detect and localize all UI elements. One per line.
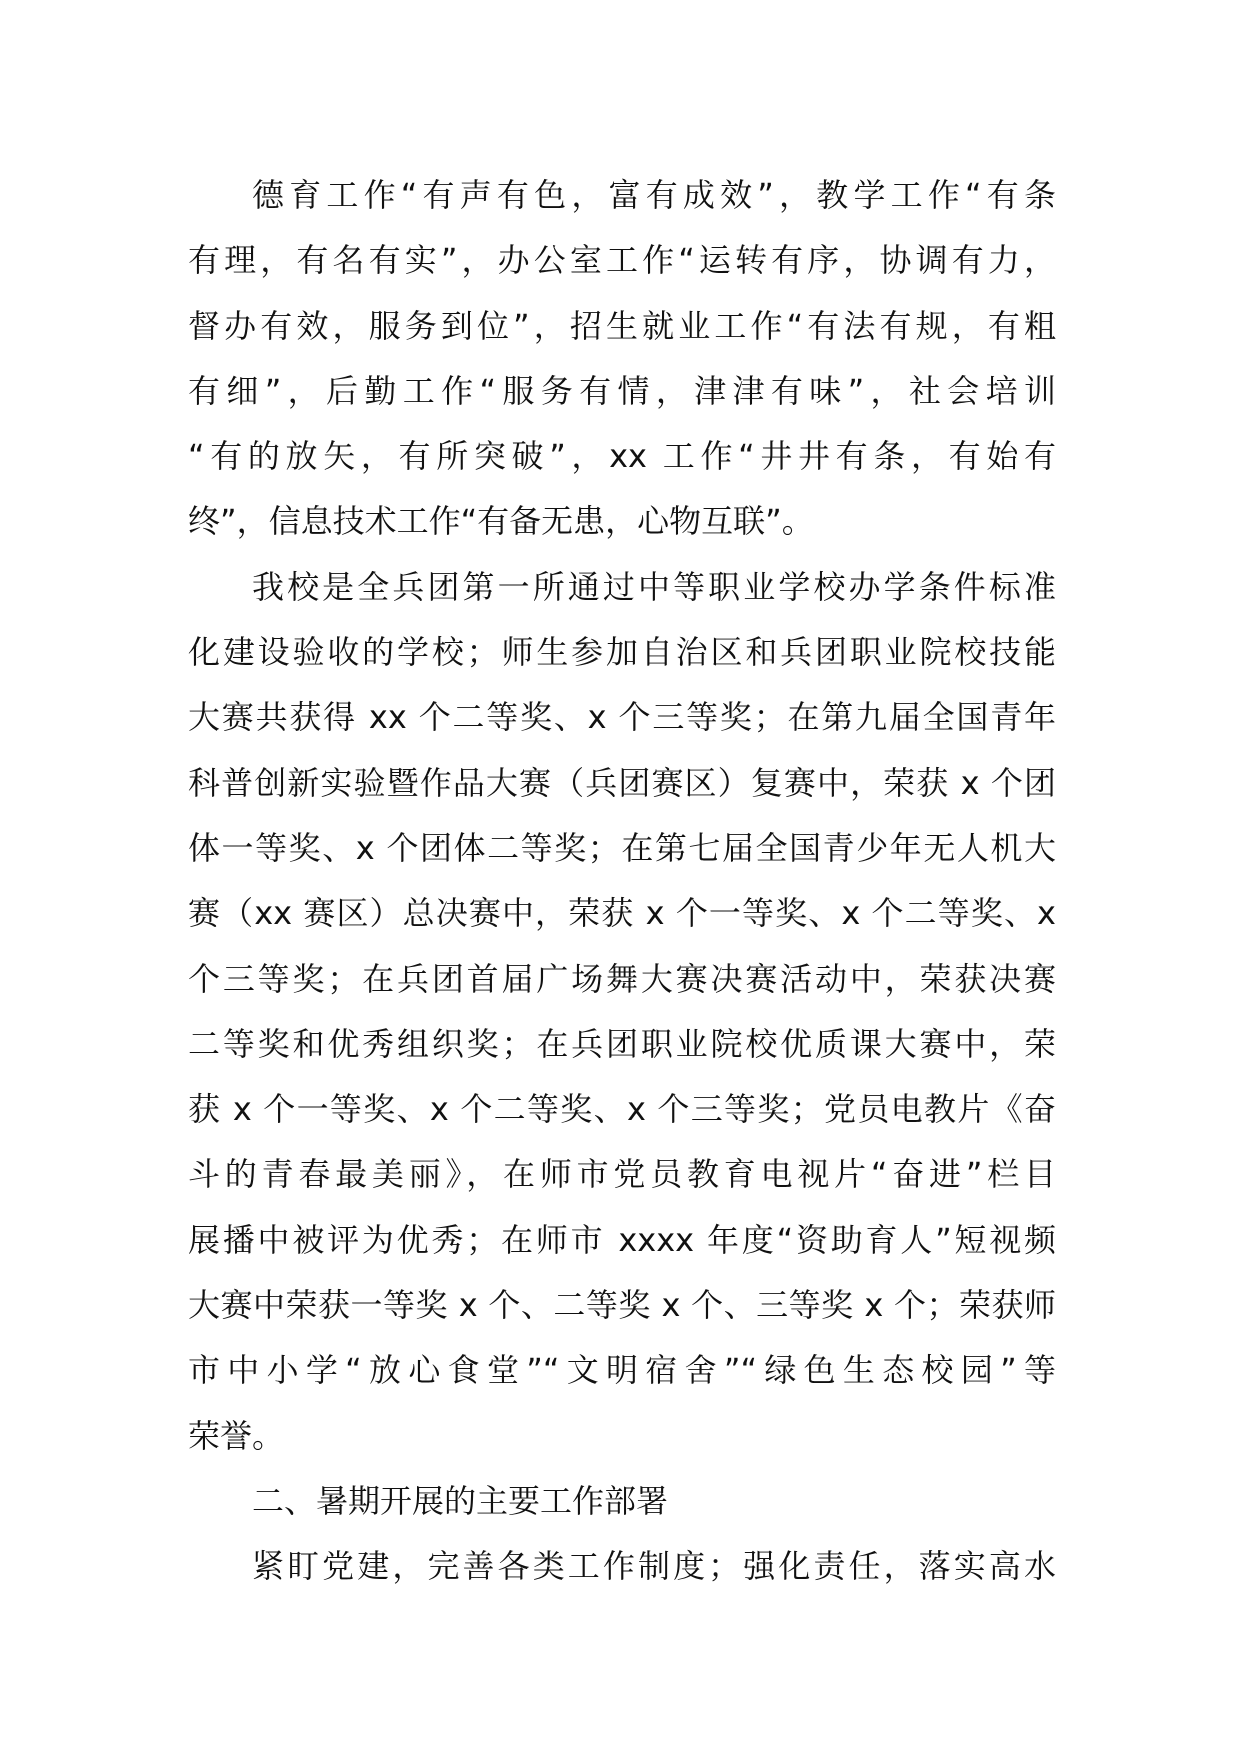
- paragraph-2-line-6: 赛（xx 赛区）总决赛中，荣获 x 个一等奖、x 个二等奖、x: [188, 894, 1056, 933]
- paragraph-2-line-8: 二等奖和优秀组织奖；在兵团职业院校优质课大赛中，荣: [188, 1024, 1056, 1063]
- paragraph-1-line-6: 终”，信息技术工作“有备无患，心物互联”。: [188, 502, 814, 541]
- paragraph-1-line-3: 督办有效，服务到位”，招生就业工作“有法有规，有粗: [188, 306, 1056, 345]
- paragraph-2-line-10: 斗的青春最美丽》，在师市党员教育电视片“奋进”栏目: [188, 1155, 1056, 1194]
- paragraph-2-line-12: 大赛中荣获一等奖 x 个、二等奖 x 个、三等奖 x 个；荣获师: [188, 1286, 1056, 1325]
- paragraph-2-line-1: 我校是全兵团第一所通过中等职业学校办学条件标准: [252, 567, 1056, 606]
- paragraph-2-line-4: 科普创新实验暨作品大赛（兵团赛区）复赛中，荣获 x 个团: [188, 763, 1056, 802]
- paragraph-1-line-1: 德育工作“有声有色，富有成效”，教学工作“有条: [252, 176, 1056, 214]
- section-heading: 二、暑期开展的主要工作部署: [252, 1481, 669, 1520]
- paragraph-2-line-14: 荣誉。: [188, 1416, 285, 1455]
- paragraph-1-line-5: “有的放矢，有所突破”，xx 工作“井井有条，有始有: [188, 437, 1056, 476]
- document-body: [188, 163, 1056, 1600]
- paragraph-3-line-1: 紧盯党建，完善各类工作制度；强化责任，落实高水: [252, 1547, 1056, 1586]
- paragraph-2-line-11: 展播中被评为优秀；在师市 xxxx 年度“资助育人”短视频: [188, 1220, 1056, 1259]
- paragraph-2-line-9: 获 x 个一等奖、x 个二等奖、x 个三等奖；党员电教片《奋: [188, 1090, 1056, 1129]
- paragraph-2-line-3: 大赛共获得 xx 个二等奖、x 个三等奖；在第九届全国青年: [188, 698, 1056, 737]
- paragraph-1-line-4: 有细”，后勤工作“服务有情，津津有味”，社会培训: [188, 371, 1056, 410]
- paragraph-2-line-7: 个三等奖；在兵团首届广场舞大赛决赛活动中，荣获决赛: [188, 959, 1056, 998]
- paragraph-2-line-13: 市中小学“放心食堂”“文明宿舍”“绿色生态校园”等: [188, 1351, 1056, 1390]
- paragraph-2-line-5: 体一等奖、x 个团体二等奖；在第七届全国青少年无人机大: [188, 828, 1056, 867]
- paragraph-1-line-2: 有理，有名有实”，办公室工作“运转有序，协调有力，: [188, 241, 1056, 280]
- paragraph-2-line-2: 化建设验收的学校；师生参加自治区和兵团职业院校技能: [188, 633, 1056, 672]
